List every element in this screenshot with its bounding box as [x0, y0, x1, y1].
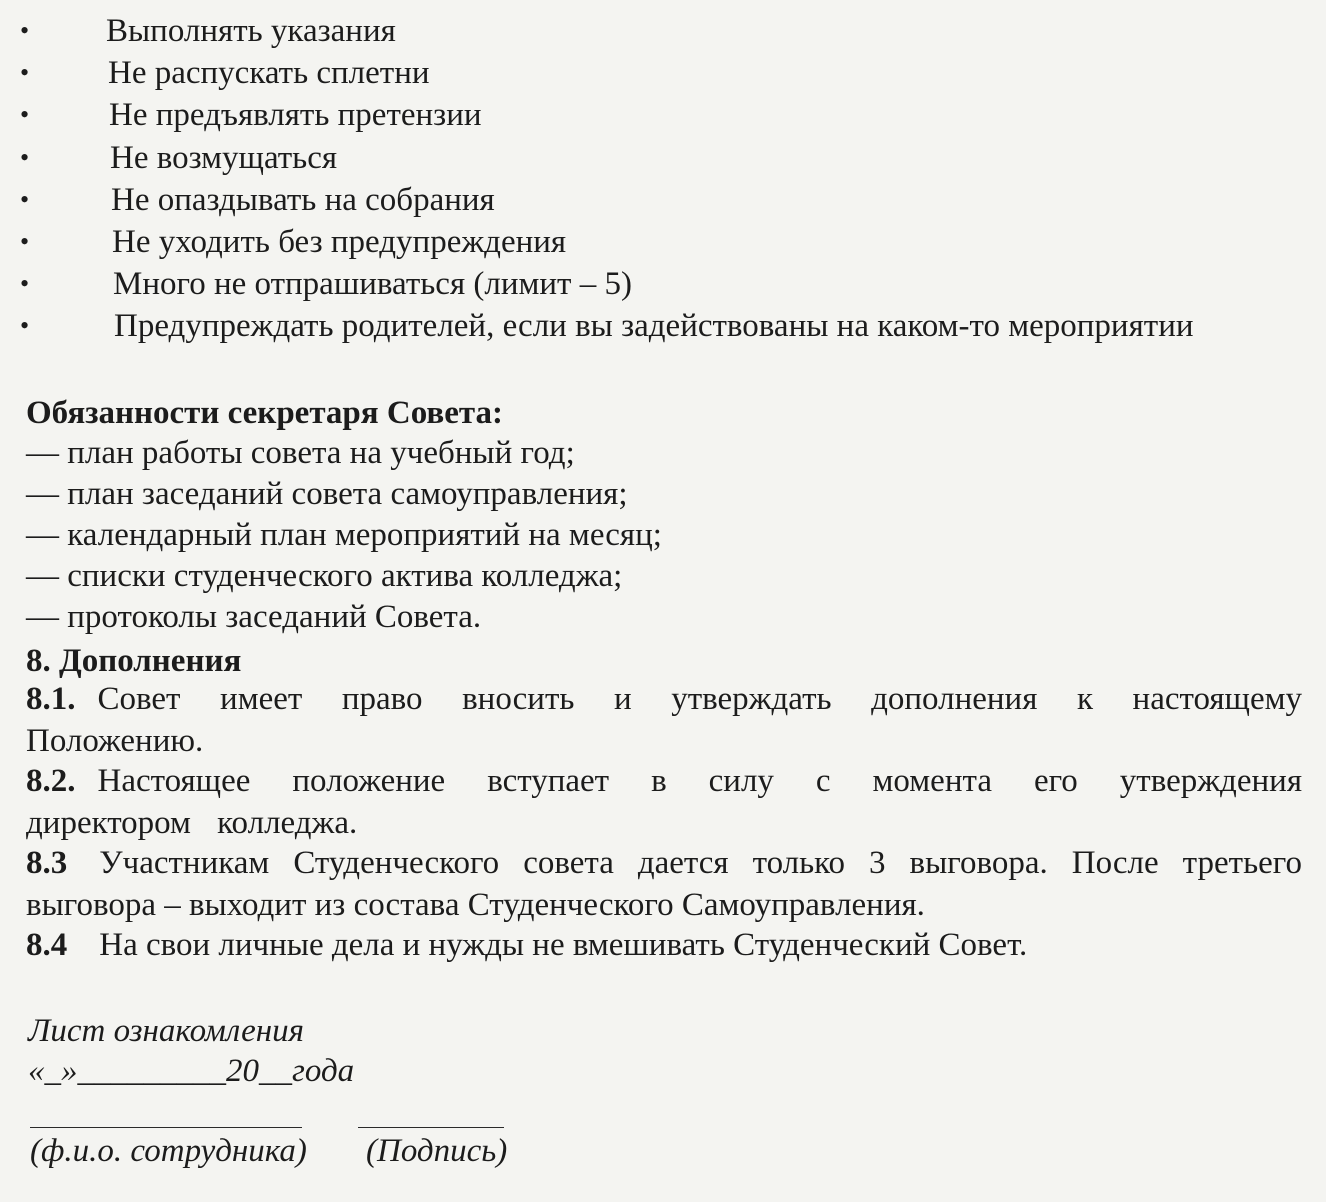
acquaintance-sheet-title: Лист ознакомления [28, 1013, 304, 1049]
rule-text: Выполнять указания [106, 13, 396, 49]
rule-text: Не опаздывать на собрания [111, 181, 495, 218]
paragraph-number: 8.2. [26, 763, 76, 799]
list-item [0, 263, 1326, 305]
rules-list [0, 10, 1326, 348]
list-item: — календарный план мероприятий на месяц; [26, 517, 662, 553]
paragraph-text: Совет имеет право вносить и утверждать дополнения к настоящему Положению. [26, 681, 1302, 759]
signature-blank-line [358, 1127, 504, 1128]
paragraph-8-2 [26, 760, 1302, 844]
secretary-duties-list [26, 433, 662, 638]
bullet-icon: • [20, 58, 30, 88]
list-item [0, 179, 1326, 221]
list-item: — план работы совета на учебный год; [26, 435, 575, 471]
bullet-icon: • [20, 100, 30, 130]
rule-text: Не уходить без предупреждения [112, 223, 567, 260]
bullet-icon: • [20, 226, 30, 256]
paragraph-text: На свои личные дела и нужды не вмешивать Студенческий Совет. [99, 927, 1028, 963]
list-item [0, 10, 1326, 52]
paragraph-text: Участникам Студенческого совета дается только 3 выговора. После третьего выговора – выходит из состава Студенческого Самоуправления. [26, 845, 1302, 923]
bullet-icon: • [20, 311, 30, 341]
name-caption: (ф.и.о. сотрудника) [30, 1133, 307, 1169]
list-item [0, 94, 1326, 136]
list-item: — списки студенческого актива колледжа; [26, 558, 623, 594]
paragraph-text: Настоящее положение вступает в силу с момента его утверждения директором колледжа. [26, 763, 1302, 841]
list-item [0, 221, 1326, 263]
list-item: — план заседаний совета самоуправления; [26, 476, 628, 512]
rule-text: Не распускать сплетни [108, 55, 430, 92]
bullet-icon: • [20, 184, 30, 214]
list-item [0, 137, 1326, 179]
paragraph-number: 8.1. [26, 681, 76, 717]
paragraph-number: 8.3 [26, 845, 68, 881]
signature-caption: (Подпись) [366, 1133, 508, 1169]
paragraph-8-4 [26, 924, 1302, 966]
secretary-duties-heading: Обязанности секретаря Совета: [26, 395, 503, 431]
date-line: «_»_________20__года [28, 1053, 355, 1089]
bullet-icon: • [20, 142, 30, 172]
paragraph-number: 8.4 [26, 927, 68, 963]
paragraph-8-1 [26, 678, 1302, 762]
rule-text: Не предъявлять претензии [109, 97, 482, 134]
list-item: — протоколы заседаний Совета. [26, 599, 482, 635]
rule-text: Предупреждать родителей, если вы задействованы на каком-то мероприятии [114, 308, 1194, 345]
rule-text: Не возмущаться [110, 139, 338, 176]
bullet-icon: • [20, 269, 30, 299]
rule-text: Много не отпрашиваться (лимит – 5) [113, 266, 632, 303]
additions-heading: 8. Дополнения [26, 643, 242, 679]
paragraph-8-3 [26, 842, 1302, 926]
list-item [0, 305, 1326, 347]
name-blank-line [30, 1127, 302, 1128]
bullet-icon: • [20, 16, 30, 45]
list-item [0, 52, 1326, 94]
